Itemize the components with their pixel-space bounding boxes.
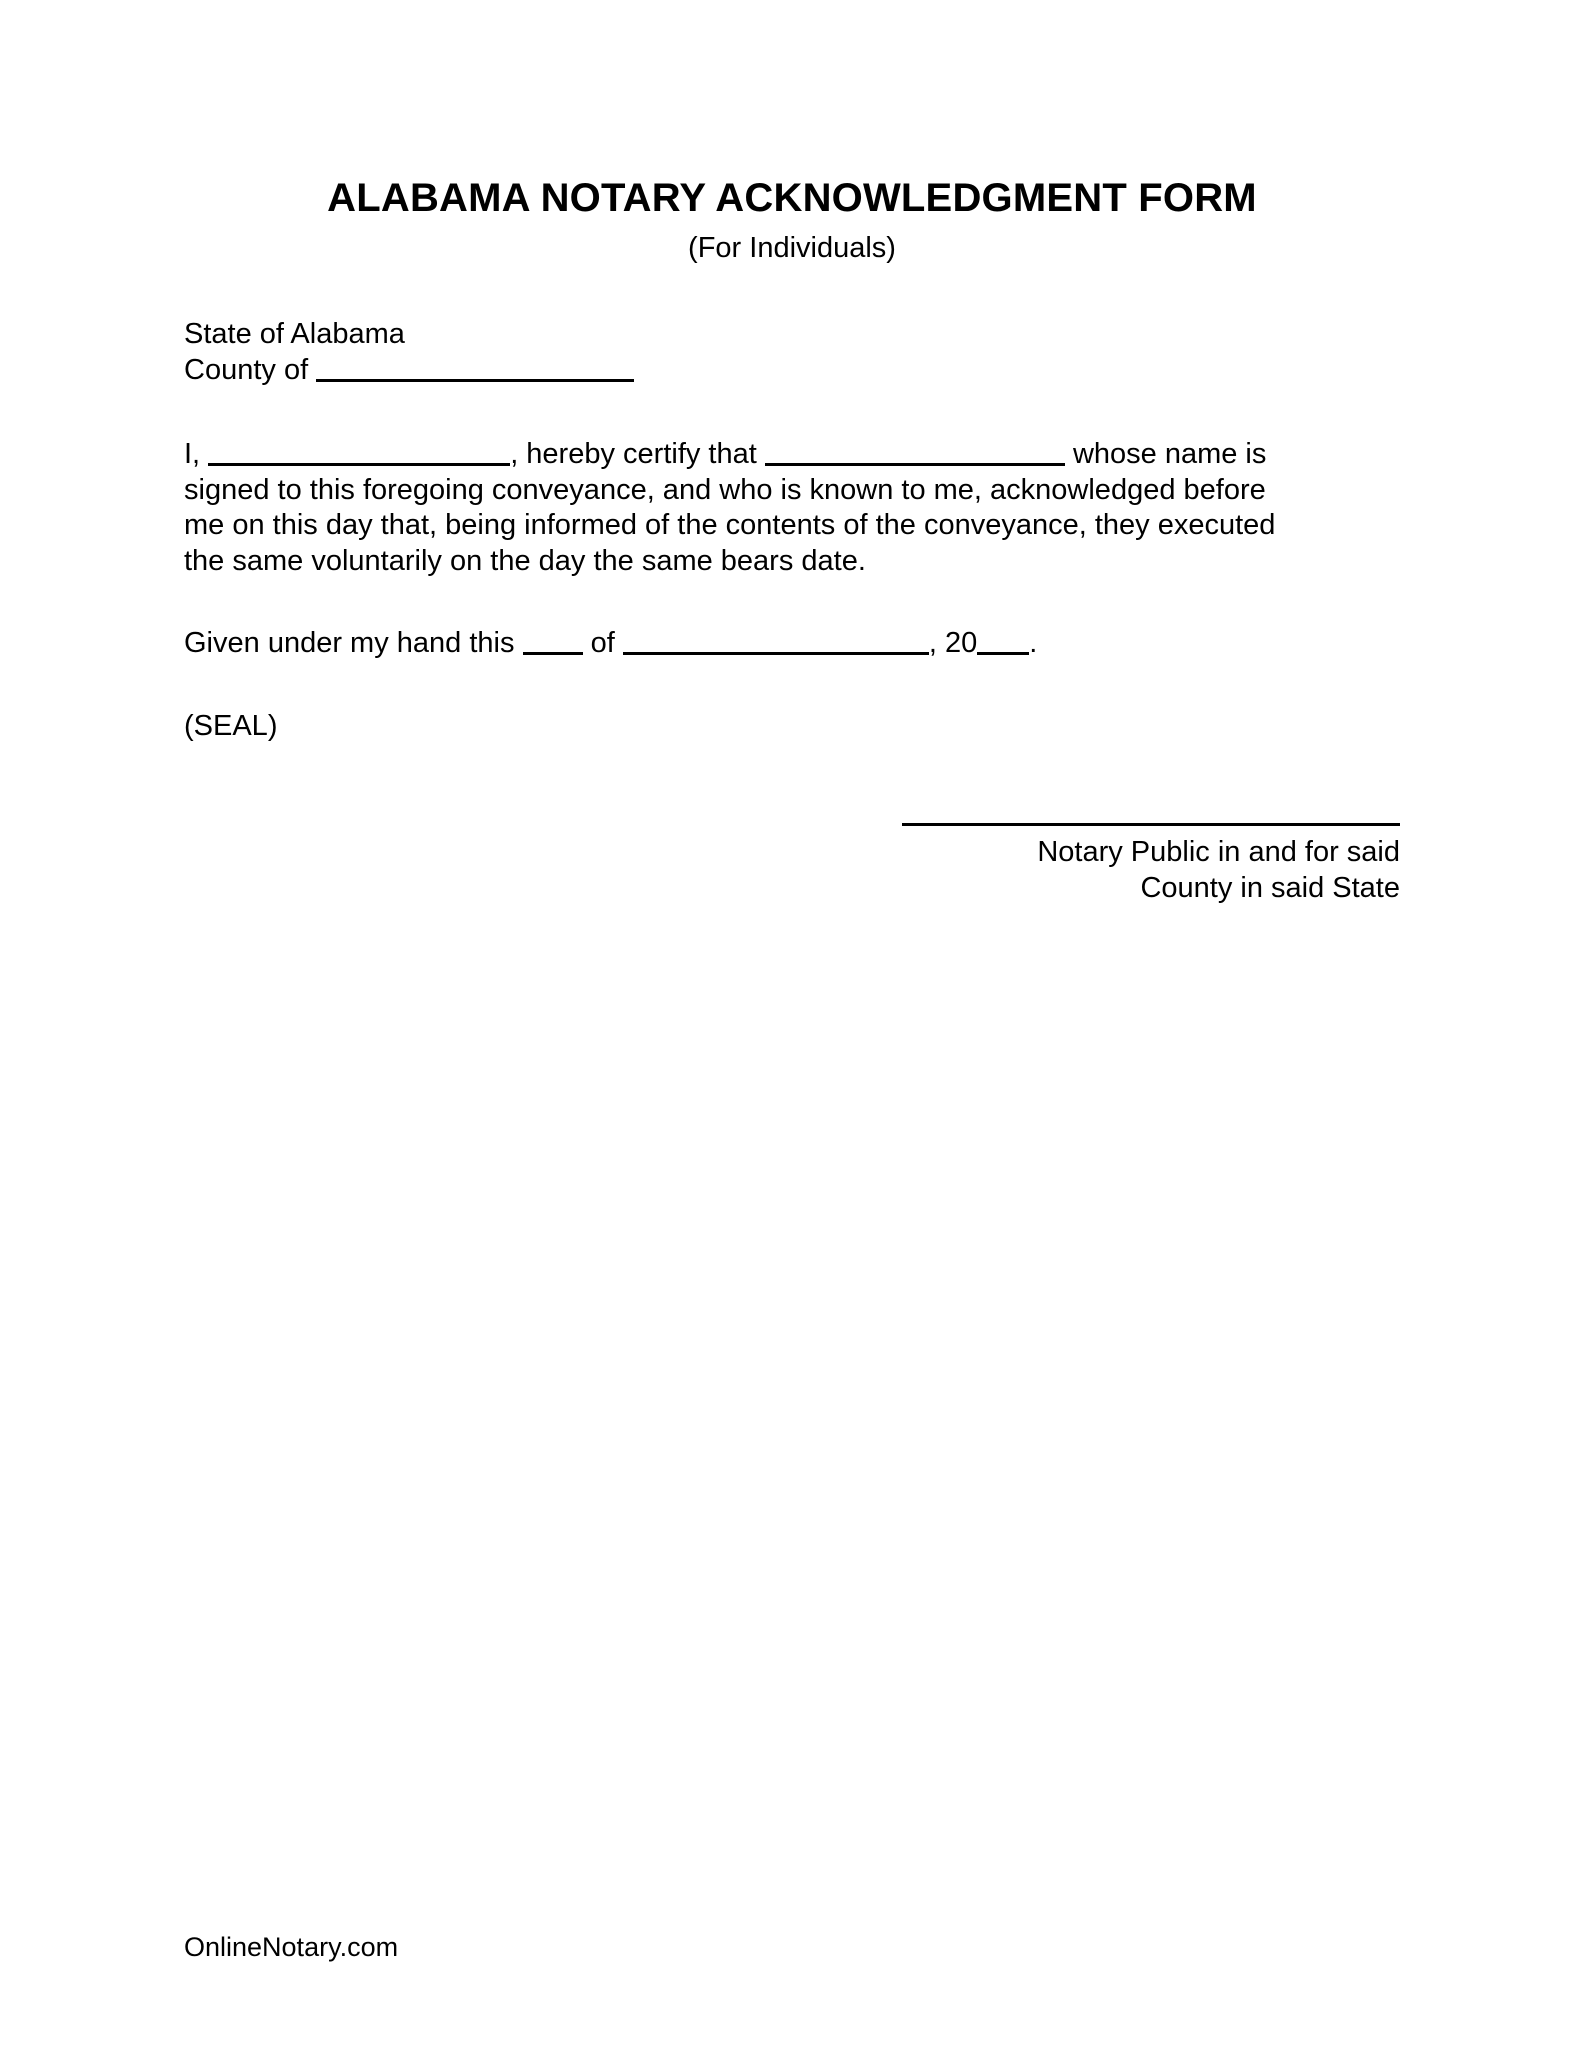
month-blank-field[interactable] (623, 626, 929, 655)
signature-block (184, 823, 1400, 906)
certification-lead-in: I, (184, 438, 201, 471)
certification-line-2: name is signed to this foregoing conveyance, and who is known to me, acknowledged (184, 438, 1267, 506)
signature-caption-line-2: County in said State (1140, 871, 1400, 904)
document-content (184, 0, 1400, 906)
footer-site-name: OnlineNotary.com (184, 1932, 399, 1962)
notary-signature-blank-field[interactable] (902, 823, 1400, 826)
certification-line-4: executed the same voluntarily on the day the same bears date. (184, 509, 1276, 577)
certification-paragraph (184, 437, 1292, 579)
signature-caption (902, 835, 1400, 906)
given-year-prefix: , 20 (928, 627, 978, 660)
year-blank-field[interactable] (977, 626, 1029, 655)
given-prefix: Given under my hand this (184, 627, 515, 660)
county-label: County of (184, 353, 309, 386)
seal-label: (SEAL) (184, 709, 278, 742)
page-subtitle: (For Individuals) (688, 231, 896, 264)
state-line: State of Alabama (184, 318, 405, 351)
signer-name-blank-field[interactable] (765, 437, 1065, 466)
signature-caption-line-1: Notary Public in and for said (1037, 836, 1400, 869)
certification-line-3: before me on this day that, being informed of the contents of the conveyance, they (184, 473, 1266, 542)
given-period: . (1029, 627, 1038, 660)
page-title: ALABAMA NOTARY ACKNOWLEDGMENT FORM (327, 176, 1257, 220)
county-blank-field[interactable] (316, 353, 634, 382)
certification-mid-phrase: , hereby certify that (510, 438, 757, 471)
notary-name-blank-field[interactable] (208, 437, 510, 466)
day-blank-field[interactable] (523, 626, 583, 655)
county-line (184, 353, 1400, 389)
given-under-hand-line (184, 626, 1400, 662)
certification-whose-word: whose (1072, 438, 1157, 471)
venue-block (184, 317, 1400, 388)
given-of-word: of (590, 627, 615, 660)
